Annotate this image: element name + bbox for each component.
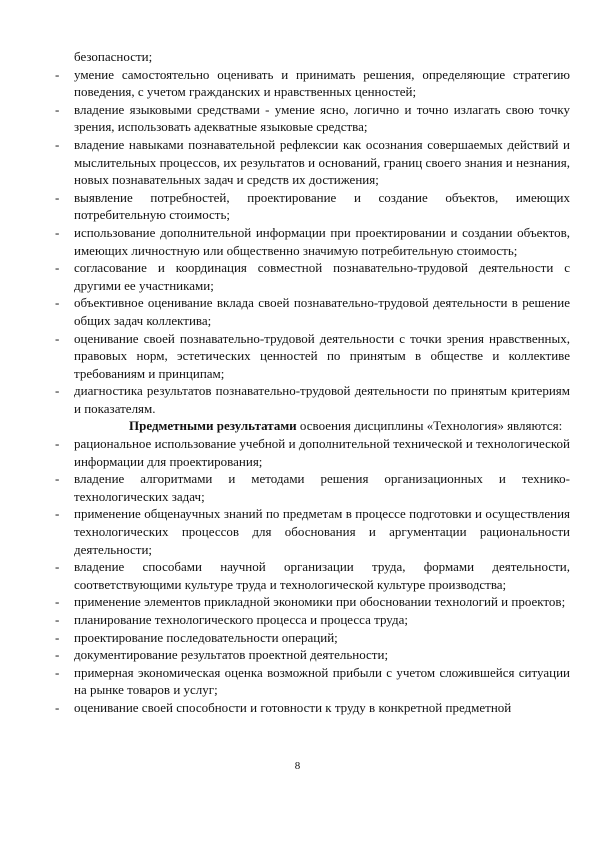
list-item [55, 101, 570, 136]
list-item [55, 224, 570, 259]
list-item [55, 664, 570, 699]
list-item-text: применение элементов прикладной экономики при обосновании технологий и проектов; [74, 594, 566, 610]
list-item [55, 294, 570, 329]
list-item [55, 558, 570, 593]
list-item-text: документирование результатов проектной деятельности; [74, 647, 389, 663]
bullet-dash: - [55, 471, 60, 487]
list-item-text: владение алгоритмами и методами решения организационных и технико-технологических задач; [74, 471, 570, 504]
list-item-text: согласование и координация совместной познавательно-трудовой деятельности с другими ее участниками; [74, 260, 570, 293]
list-item-text: рациональное использование учебной и дополнительной технической и технологической информации для проектирования; [74, 436, 570, 469]
list-item [55, 505, 570, 558]
list-item [55, 136, 570, 189]
list-item-text: планирование технологического процесса и процесса труда; [74, 612, 408, 627]
bullet-dash: - [55, 260, 60, 276]
list-item [55, 699, 570, 717]
list-item-text: владение языковыми средствами - умение ясно, логично и точно излагать свою точку зрения, использовать адекватные языковые средства; [74, 101, 570, 135]
subject-results-heading: Предметными результатами [129, 418, 297, 434]
bullet-dash: - [55, 664, 60, 680]
list-item [55, 189, 570, 224]
bullet-dash: - [55, 559, 60, 575]
list-item [55, 66, 570, 101]
list-item-text: проектирование последовательности операций; [74, 629, 338, 645]
bullet-dash: - [55, 224, 60, 240]
list-item-text: применение общенаучных знаний по предметам в процессе подготовки и осуществления технологических процессов для обоснования и аргументации рациональности деятельности; [74, 506, 570, 557]
bullet-dash: - [55, 383, 60, 399]
list-item [55, 593, 570, 611]
subject-results-paragraph [63, 417, 570, 435]
list-item-text: умение самостоятельно оценивать и принимать решения, определяющие стратегию поведения, с учетом гражданских и нравственных ценностей; [74, 66, 570, 100]
list-item-text: диагностика результатов познавательно-трудовой деятельности по принятым критериям и показателям. [74, 383, 570, 416]
page-content [55, 48, 570, 717]
bullet-dash: - [55, 436, 60, 452]
list-item [55, 382, 570, 417]
list-item [55, 470, 570, 505]
results-list-top [55, 66, 570, 418]
bullet-dash: - [55, 506, 60, 522]
list-item-text: оценивание своей способности и готовности к труду в конкретной предметной [74, 699, 512, 715]
bullet-dash: - [55, 612, 60, 627]
list-item-text: владение способами научной организации труда, формами деятельности, соответствующими культуре труда и технологической культуре производства; [74, 559, 570, 592]
bullet-dash: - [55, 629, 60, 645]
list-item-text: выявление потребностей, проектирование и создание объектов, имеющих потребительную стоимость; [74, 189, 570, 223]
list-item [55, 629, 570, 647]
list-item-text: примерная экономическая оценка возможной прибыли с учетом сложившейся ситуации на рынке товаров и услуг; [74, 664, 570, 698]
bullet-dash: - [55, 295, 60, 311]
list-item [55, 611, 570, 629]
list-item [55, 435, 570, 470]
bullet-dash: - [55, 189, 60, 205]
list-item-text: объективное оценивание вклада своей познавательно-трудовой деятельности в решение общих задач коллектива; [74, 295, 570, 328]
bullet-dash: - [55, 594, 60, 610]
bullet-dash: - [55, 66, 60, 82]
page-number: 8 [294, 760, 301, 772]
list-item-text: оценивание своей познавательно-трудовой деятельности с точки зрения нравственных, правовых норм, эстетических ценностей по принятым в обществе и коллективе требованиям и принципам; [74, 330, 570, 381]
continuation-text: безопасности; [74, 49, 153, 64]
list-item [55, 646, 570, 664]
list-item [55, 259, 570, 294]
bullet-dash: - [55, 699, 60, 715]
bullet-dash: - [55, 101, 60, 117]
list-item-text: владение навыками познавательной рефлексии как осознания совершаемых действий и мыслительных процессов, их результатов и оснований, границ своего знания и незнания, новых познавательных задач и средств их достижения; [74, 136, 570, 188]
bullet-dash: - [55, 136, 60, 152]
results-list-bottom [55, 435, 570, 717]
bullet-dash: - [55, 330, 60, 346]
bullet-dash: - [55, 647, 60, 663]
list-item-text: использование дополнительной информации при проектировании и создании объектов, имеющих личностную или общественно значимую потребительную стоимость; [74, 224, 570, 258]
subject-results-intro: освоения дисциплины «Технология» являются: [296, 418, 563, 434]
list-item [55, 330, 570, 383]
